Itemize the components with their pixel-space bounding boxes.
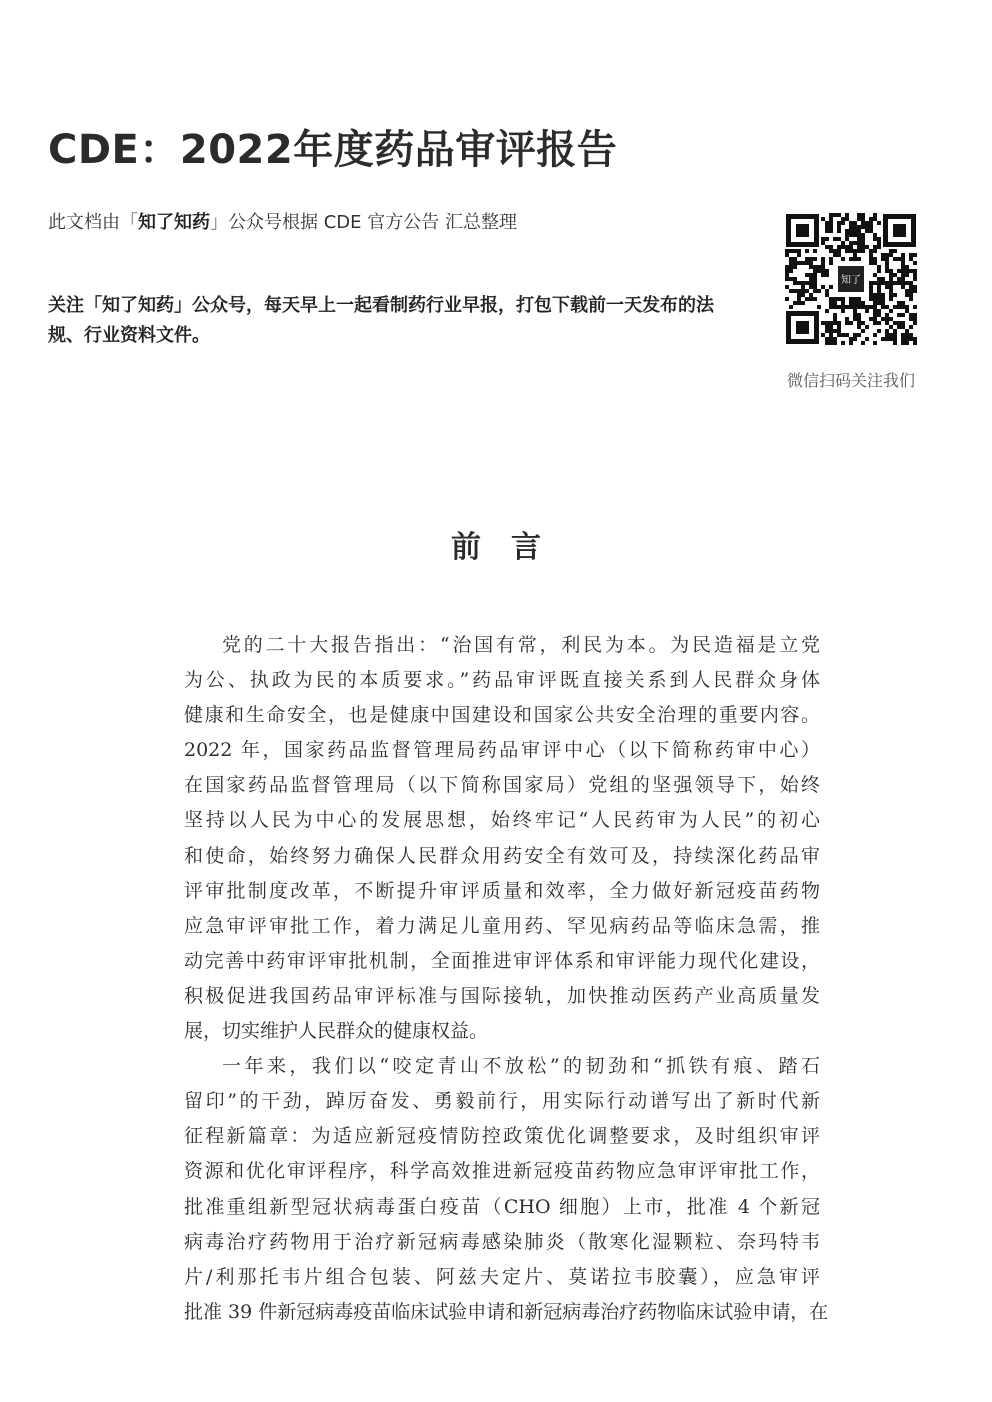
text-line: 坚持以人民为中心的发展思想，始终牢记“人民药审为人民”的初心	[184, 809, 820, 832]
text-line: 批准重组新型冠状病毒蛋白疫苗（CHO 细胞）上市，批准 4 个新冠	[184, 1195, 820, 1218]
text-line: 批准 39 件新冠病毒疫苗临床试验申请和新冠病毒治疗药物临床试验申请，在	[184, 1300, 829, 1323]
text-line: 资源和优化审评程序，科学高效推进新冠疫苗药物应急审评审批工作，	[184, 1160, 820, 1183]
text-line: 展，切实维护人民群众的健康权益。	[184, 1020, 489, 1043]
text-line: 评审批制度改革，不断提升审评质量和效率，全力做好新冠疫苗药物	[184, 879, 820, 902]
qr-code-image	[784, 212, 918, 346]
text-line: 一年来，我们以“咬定青山不放松”的韧劲和“抓铁有痕、踏石	[222, 1055, 820, 1078]
text-line: 应急审评审批工作，着力满足儿童用药、罕见病药品等临床急需，推	[184, 914, 820, 937]
text-line: 为公、执政为民的本质要求。”药品审评既直接关系到人民群众身体	[184, 669, 820, 692]
text-line: 在国家药品监督管理局（以下简称国家局）党组的坚强领导下，始终	[184, 774, 820, 797]
source-note	[48, 208, 517, 234]
section-heading: 前言	[451, 530, 571, 565]
preface-body	[184, 628, 829, 1323]
follow-prompt: 关注「知了知药」公众号，每天早上一起看制药行业早报，打包下载前一天发布的法规、行业资料文件。	[48, 295, 714, 346]
text-line: 2022 年，国家药品监督管理局药品审评中心（以下简称药审中心）	[184, 739, 820, 762]
source-prefix: 此文档由「	[48, 212, 138, 233]
text-line: 动完善中药审评审批机制，全面推进审评体系和审评能力现代化建设，	[184, 949, 820, 972]
brand-name: 知了知药	[138, 212, 210, 233]
text-line: 征程新篇章：为适应新冠疫情防控政策优化调整要求，及时组织审评	[184, 1125, 820, 1148]
text-line: 留印”的干劲，踔厉奋发、勇毅前行，用实际行动谱写出了新时代新	[184, 1090, 820, 1113]
text-line: 病毒治疗药物用于治疗新冠病毒感染肺炎（散寒化湿颗粒、奈玛特韦	[184, 1230, 820, 1253]
text-line: 健康和生命安全，也是健康中国建设和国家公共安全治理的重要内容。	[184, 704, 820, 727]
document-title: CDE：2022年度药品审评报告	[48, 127, 618, 173]
qr-caption: 微信扫码关注我们	[786, 371, 915, 390]
text-line: 积极促进我国药品审评标准与国际接轨，加快推动医药产业高质量发	[184, 984, 820, 1007]
qr-logo-text: 知了	[841, 275, 861, 286]
text-line: 和使命，始终努力确保人民群众用药安全有效可及，持续深化药品审	[184, 844, 820, 867]
source-suffix: 」公众号根据 CDE 官方公告 汇总整理	[210, 212, 517, 233]
text-line: 片/利那托韦片组合包装、阿兹夫定片、莫诺拉韦胶囊），应急审评	[184, 1265, 820, 1288]
text-line: 党的二十大报告指出：“治国有常，利民为本。为民造福是立党	[222, 634, 820, 656]
